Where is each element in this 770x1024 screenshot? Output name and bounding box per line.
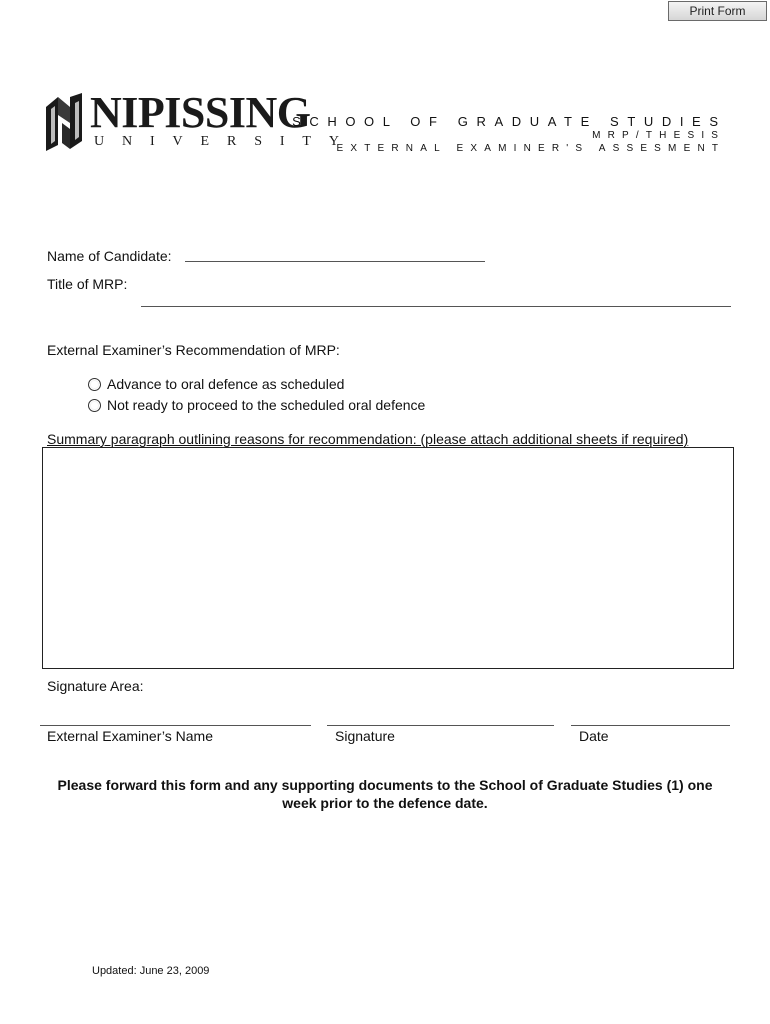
- form-title: EXTERNAL EXAMINER'S ASSESMENT: [336, 143, 726, 154]
- candidate-name-label: Name of Candidate:: [47, 248, 172, 264]
- date-label: Date: [579, 728, 609, 744]
- school-title: SCHOOL OF GRADUATE STUDIES: [292, 114, 727, 129]
- logo-wordmark: NIPISSING: [90, 88, 311, 137]
- notice-line-2: week prior to the defence date.: [282, 795, 488, 811]
- submission-notice: [40, 776, 730, 812]
- summary-label: Summary paragraph outlining reasons for recommendation: (please attach additional sheets if required): [47, 431, 689, 447]
- recommendation-label: External Examiner’s Recommendation of MRP:: [47, 342, 340, 358]
- examiner-name-label: External Examiner’s Name: [47, 728, 213, 744]
- examiner-name-field[interactable]: [40, 725, 311, 726]
- print-form-button[interactable]: Print Form: [668, 1, 767, 21]
- summary-textarea[interactable]: [42, 447, 734, 669]
- signature-area-label: Signature Area:: [47, 678, 144, 694]
- option-advance-label: Advance to oral defence as scheduled: [107, 376, 345, 392]
- radio-advance[interactable]: [88, 378, 101, 391]
- updated-date: Updated: June 23, 2009: [92, 965, 210, 977]
- mrp-title-label: Title of MRP:: [47, 276, 128, 292]
- option-advance[interactable]: [88, 376, 344, 392]
- mrp-title-field[interactable]: [141, 306, 731, 307]
- candidate-name-field[interactable]: [185, 261, 485, 262]
- program-subtitle: MRP/THESIS: [592, 130, 726, 141]
- signature-field[interactable]: [327, 725, 554, 726]
- notice-line-1: Please forward this form and any supporting documents to the School of Graduate Studies (1) one: [57, 777, 713, 793]
- radio-not-ready[interactable]: [88, 399, 101, 412]
- logo-subtitle: U N I V E R S I T Y: [94, 134, 339, 149]
- logo-mark-icon: [44, 93, 84, 153]
- signature-label: Signature: [335, 728, 395, 744]
- date-field[interactable]: [571, 725, 730, 726]
- option-not-ready-label: Not ready to proceed to the scheduled oral defence: [107, 397, 426, 413]
- option-not-ready[interactable]: [88, 397, 425, 413]
